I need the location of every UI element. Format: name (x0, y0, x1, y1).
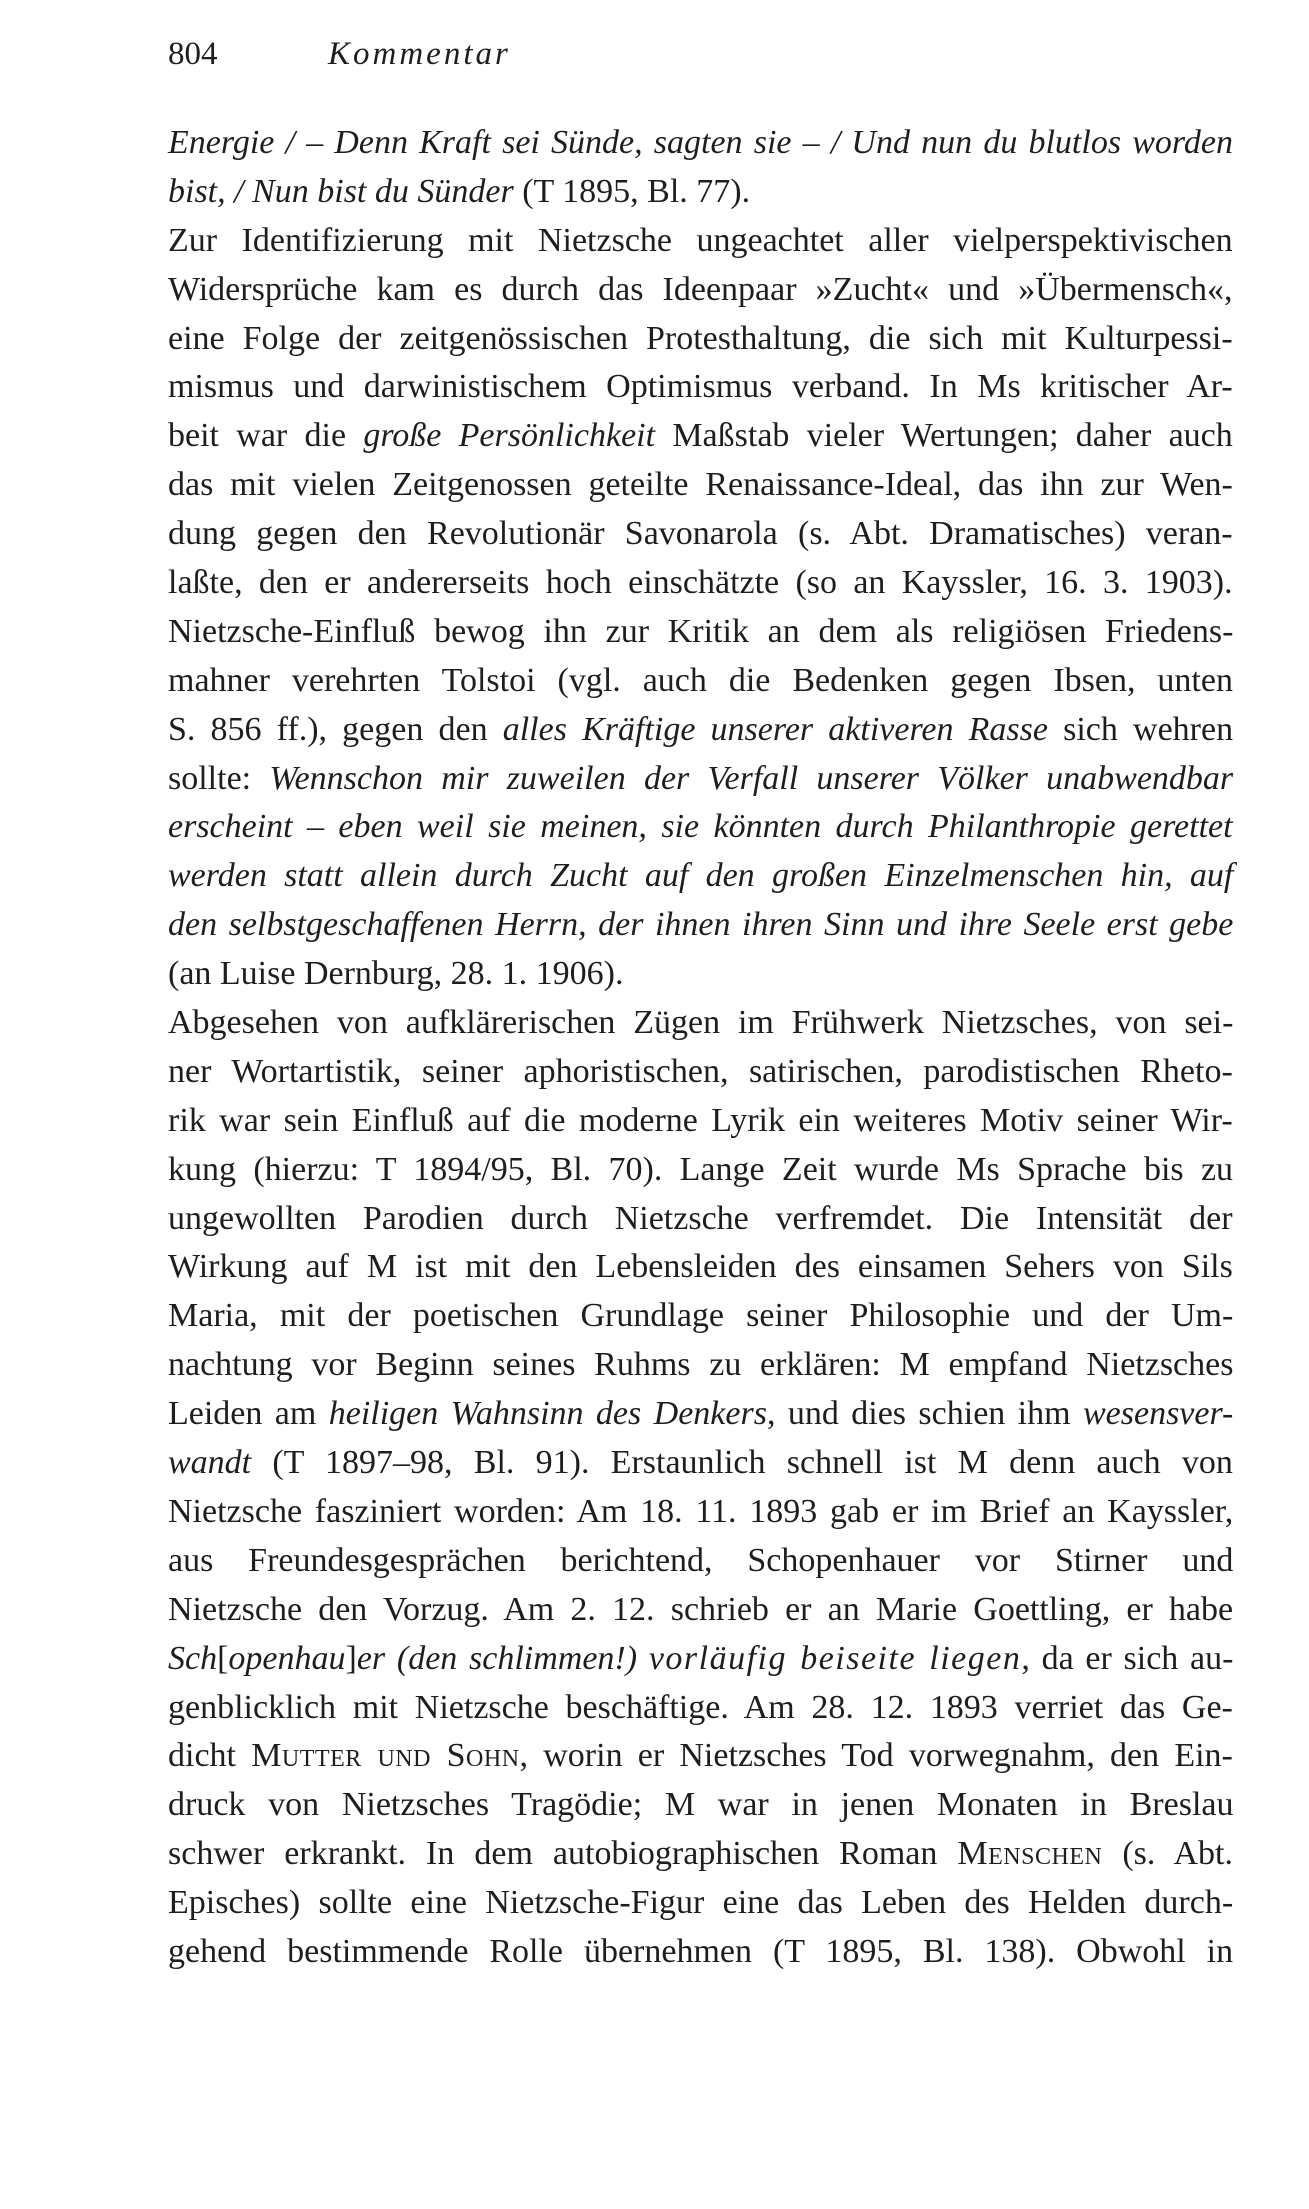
text-line (168, 1830, 1233, 1879)
roman-text: Episches) sollte eine Nietzsche-Figur eine das Leben des Helden durch- (168, 1884, 1234, 1922)
roman-text: sollte: (168, 759, 270, 797)
text-line (168, 559, 1233, 608)
roman-text: eine Folge der zeitgenössischen Protesthaltung, die sich mit Kulturpessi- (168, 319, 1233, 357)
text-line (168, 1879, 1233, 1928)
text-line (168, 1488, 1233, 1537)
roman-text: [ (217, 1639, 229, 1677)
roman-text: mahner verehrten Tolstoi (vgl. auch die Bedenken gegen Ibsen, unten (168, 661, 1233, 699)
roman-text: laßte, den er andererseits hoch einschätzte (so an Kayssler, 16. 3. 1903). (168, 564, 1233, 602)
text-line (168, 852, 1233, 901)
italic-quote: werden statt allein durch Zucht auf den großen Einzelmenschen hin, auf (168, 857, 1234, 895)
text-line (168, 755, 1233, 804)
roman-text: Wirkung auf M ist mit den Lebensleiden des einsamen Sehers von Sils (168, 1248, 1233, 1286)
text-line (168, 461, 1233, 510)
italic-quote: openhau (228, 1639, 346, 1677)
roman-text: dung gegen den Revolutionär Savonarola (s. Abt. Dramatisches) veran- (168, 515, 1233, 553)
text-line (168, 510, 1233, 559)
text-line (168, 1732, 1233, 1781)
text-line (168, 950, 1233, 999)
roman-text: dicht (168, 1737, 252, 1775)
roman-text: mismus und darwinistischem Optimismus verband. In Ms kritischer Ar- (168, 368, 1233, 406)
text-line (168, 657, 1233, 706)
italic-quote: Sch (168, 1639, 218, 1677)
roman-text: , und dies schien ihm (766, 1395, 1083, 1433)
text-line (168, 1341, 1233, 1390)
roman-text: das mit vielen Zeitgenossen geteilte Renaissance-Ideal, das ihn zur Wen- (168, 466, 1233, 504)
text-line (168, 1635, 1233, 1684)
roman-text: Maßstab vieler Wertungen; daher auch (655, 417, 1233, 455)
roman-text: nachtung vor Beginn seines Ruhms zu erklären: M empfand Nietzsches (168, 1346, 1234, 1384)
italic-quote: alles Kräftige unserer aktiveren Rasse (502, 710, 1048, 748)
italic-quote: erscheint – eben weil sie meinen, sie könnten durch Philanthropie gerettet (168, 808, 1233, 846)
text-line (168, 315, 1233, 364)
small-caps-title: Menschen (957, 1835, 1103, 1873)
roman-text: rik war sein Einfluß auf die moderne Lyrik ein weiteres Motiv seiner Wir- (168, 1101, 1233, 1139)
running-title: Kommentar (328, 36, 511, 72)
roman-text: Abgesehen von aufklärerischen Zügen im Frühwerk Nietzsches, von sei- (168, 1004, 1234, 1042)
roman-text: druck von Nietzsches Tragödie; M war in jenen Monaten in Breslau (168, 1786, 1234, 1824)
roman-text: Leiden am (168, 1395, 329, 1433)
roman-text: Nietzsche fasziniert worden: Am 18. 11. 1893 gab er im Brief an Kayssler, (168, 1492, 1234, 1530)
text-line (168, 1684, 1233, 1733)
italic-quote: wesensver- (1082, 1395, 1234, 1433)
roman-text: Zur Identifizierung mit Nietzsche ungeachtet aller vielperspektivischen (168, 221, 1233, 259)
text-line (168, 1586, 1233, 1635)
text-line (168, 999, 1233, 1048)
italic-quote: den selbstgeschaffenen Herrn, der ihnen ihren Sinn und ihre Seele erst gebe (168, 906, 1234, 944)
small-caps-title: Mutter und Sohn (251, 1737, 520, 1775)
text-line (168, 706, 1233, 755)
text-line (168, 1097, 1233, 1146)
roman-text: beit war die (168, 417, 364, 455)
text-line (168, 363, 1233, 412)
roman-text: (an Luise Dernburg, 28. 1. 1906). (168, 955, 624, 993)
roman-text: schwer erkrankt. In dem autobiographischen Roman (168, 1835, 958, 1873)
page-number: 804 (168, 36, 218, 72)
italic-quote: bist, / Nun bist du Sünder (168, 172, 514, 210)
text-line (168, 168, 1233, 217)
text-line (168, 1048, 1233, 1097)
text-line (168, 412, 1233, 461)
roman-text: (s. Abt. (1102, 1835, 1233, 1873)
italic-quote: große Persönlichkeit (363, 417, 656, 455)
spaced-italic-quote: vorläufig beiseite liegen (648, 1639, 1022, 1677)
text-line (168, 1146, 1233, 1195)
italic-quote: wandt (168, 1444, 252, 1482)
roman-text: kung (hierzu: T 1894/95, Bl. 70). Lange Zeit wurde Ms Sprache bis zu (168, 1150, 1234, 1188)
roman-text: (T 1895, Bl. 77). (513, 172, 751, 210)
roman-text: aus Freundesgesprächen berichtend, Schopenhauer vor Stirner und (168, 1541, 1234, 1579)
text-line (168, 1439, 1233, 1488)
text-line (168, 901, 1233, 950)
text-line (168, 1292, 1233, 1341)
italic-quote: heiligen Wahnsinn des Denkers (328, 1395, 767, 1433)
italic-quote: Wennschon mir zuweilen der Verfall unserer Völker unabwendbar (269, 759, 1234, 797)
roman-text: gehend bestimmende Rolle übernehmen (T 1895, Bl. 138). Obwohl in (168, 1932, 1234, 1970)
roman-text: sich wehren (1047, 710, 1234, 748)
text-line (168, 1928, 1233, 1977)
italic-quote: er (den schlimmen!) (356, 1639, 649, 1677)
roman-text: (T 1897–98, Bl. 91). Erstaunlich schnell ist M denn auch von (251, 1444, 1233, 1482)
roman-text: genblicklich mit Nietzsche beschäftige. Am 28. 12. 1893 verriet das Ge- (168, 1688, 1233, 1726)
roman-text: , worin er Nietzsches Tod vorwegnahm, den Ein- (519, 1737, 1233, 1775)
roman-text: Widersprüche kam es durch das Ideenpaar »Zucht« und »Übermensch«, (168, 270, 1233, 308)
text-line (168, 266, 1233, 315)
text-line (168, 119, 1233, 168)
text-line (168, 1781, 1233, 1830)
roman-text: ungewollten Parodien durch Nietzsche verfremdet. Die Intensität der (168, 1199, 1233, 1237)
roman-text: Maria, mit der poetischen Grundlage seiner Philosophie und der Um- (168, 1297, 1234, 1335)
commentary-text (168, 119, 1233, 1977)
text-line (168, 608, 1233, 657)
roman-text: , da er sich au- (1021, 1639, 1234, 1677)
text-line (168, 217, 1233, 266)
text-line (168, 1243, 1233, 1292)
roman-text: ] (345, 1639, 357, 1677)
roman-text: ner Wortartistik, seiner aphoristischen, satirischen, parodistischen Rheto- (168, 1052, 1233, 1090)
roman-text: Nietzsche-Einfluß bewog ihn zur Kritik an dem als religiösen Friedens- (168, 612, 1234, 650)
text-line (168, 1537, 1233, 1586)
italic-quote: Energie / – Denn Kraft sei Sünde, sagten sie – / Und nun du blutlos worden (168, 124, 1233, 161)
text-line (168, 1390, 1233, 1439)
roman-text: S. 856 ff.), gegen den (168, 710, 503, 748)
text-line (168, 1195, 1233, 1244)
text-line (168, 803, 1233, 852)
roman-text: Nietzsche den Vorzug. Am 2. 12. schrieb er an Marie Goettling, er habe (168, 1590, 1234, 1628)
